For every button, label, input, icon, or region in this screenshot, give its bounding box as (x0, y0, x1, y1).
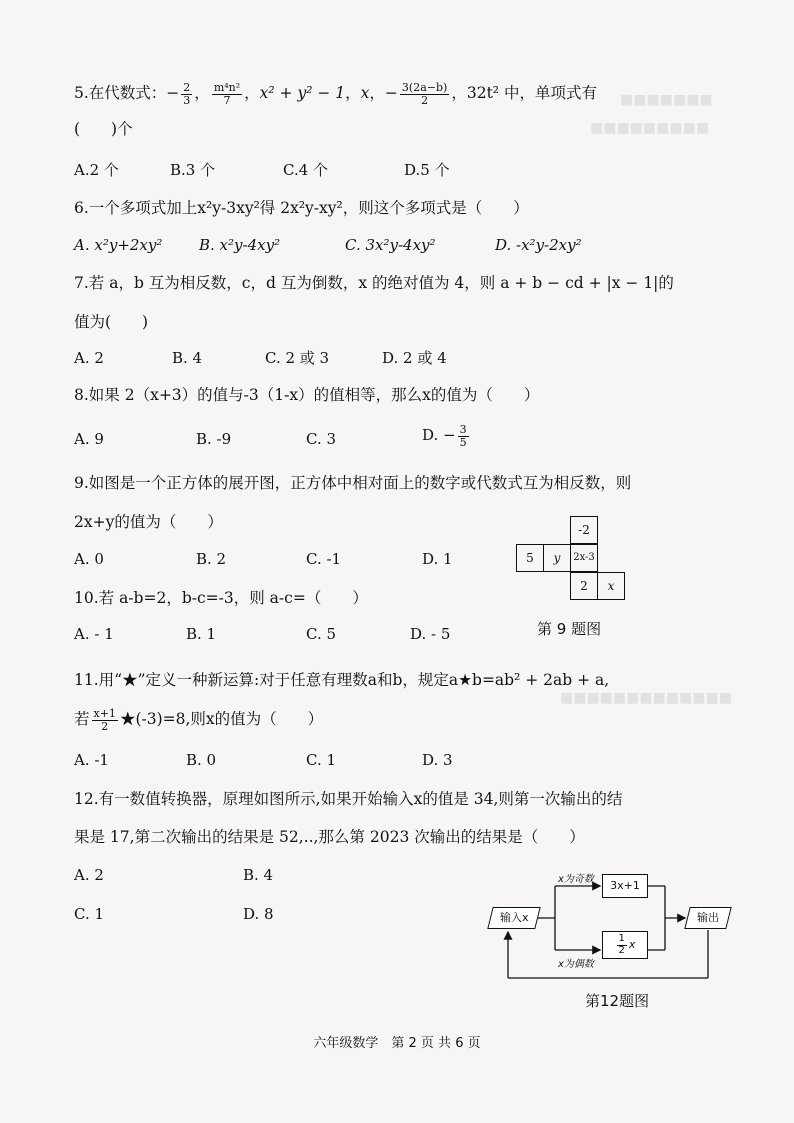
q12-option-b[interactable]: B. 4 (243, 866, 274, 884)
net-cell-y: y (543, 544, 571, 572)
q7-option-b[interactable]: B. 4 (172, 349, 203, 367)
q6-option-b[interactable]: B. x²y-4xy² (199, 236, 281, 254)
q9-option-b[interactable]: B. 2 (196, 550, 227, 568)
net-cell-left: 5 (516, 544, 544, 572)
q8-option-d[interactable]: D. − $\frac{3}{5}$ (422, 423, 467, 449)
question-8-stem: 8.如果 2（x+3）的值与-3（1-x）的值相等，那么x的值为（ ） (74, 386, 540, 404)
q7-option-a[interactable]: A. 2 (74, 349, 104, 367)
q12-option-d[interactable]: D. 8 (243, 905, 274, 923)
q10-option-c[interactable]: C. 5 (306, 625, 337, 643)
flow-even-label: x为偶数 (558, 959, 594, 970)
q6-option-d[interactable]: D. -x²y-2xy² (495, 236, 582, 254)
flow-odd-label: x为奇数 (558, 874, 594, 885)
question-7-stem: 7.若 a，b 互为相反数，c，d 互为倒数，x 的绝对值为 4，则 a + b − cd + |x − 1|的 (74, 274, 674, 292)
q11-option-b[interactable]: B. 0 (186, 751, 217, 769)
q9-option-c[interactable]: C. -1 (306, 550, 342, 568)
q11-option-a[interactable]: A. -1 (74, 751, 109, 769)
flow-input-box: 输入x (487, 907, 540, 929)
q11-option-d[interactable]: D. 3 (422, 751, 453, 769)
q12-option-a[interactable]: A. 2 (74, 866, 104, 884)
question-12-stem-line2: 果是 17,第二次输出的结果是 52,..,那么第 2023 次输出的结果是（ ） (74, 828, 585, 846)
q10-option-a[interactable]: A. - 1 (74, 625, 114, 643)
q10-option-d[interactable]: D. - 5 (410, 625, 451, 643)
bleed-through-text: ■■■■■■■■■ (590, 120, 710, 136)
question-6-stem: 6.一个多项式加上x²y-3xy²得 2x²y-xy²，则这个多项式是（ ） (74, 199, 529, 217)
net-cell-bottom: 2 (570, 572, 598, 600)
question-10-stem: 10.若 a-b=2，b-c=-3，则 a-c=（ ） (74, 589, 368, 607)
net-cell-center: 2x-3 (570, 544, 598, 572)
question-9-stem-line2: 2x+y的值为（ ） (74, 513, 223, 531)
q8-option-b[interactable]: B. -9 (196, 430, 232, 448)
question-11-stem: 11.用“★”定义一种新运算:对于任意有理数a和b，规定a★b=ab² + 2ab + a, (74, 671, 610, 689)
q9-option-a[interactable]: A. 0 (74, 550, 104, 568)
flow-even-operation: $\frac{1}{2}$ x (602, 931, 648, 959)
bleed-through-text: ■■■■■■■ (620, 92, 713, 108)
q8-option-c[interactable]: C. 3 (306, 430, 337, 448)
question-12-stem: 12.有一数值转换器，原理如图所示,如果开始输入x的值是 34,则第一次输出的结 (74, 790, 623, 808)
q5-option-c[interactable]: C.4 个 (283, 161, 329, 179)
flow-output-box: 输出 (684, 907, 731, 929)
q12-option-c[interactable]: C. 1 (74, 905, 105, 923)
question-9-stem: 9.如图是一个正方体的展开图，正方体中相对面上的数字或代数式互为相反数，则 (74, 474, 632, 492)
page-footer: 六年级数学 第 2 页 共 6 页 (313, 1036, 481, 1051)
q9-option-d[interactable]: D. 1 (422, 550, 453, 568)
net-cell-top: -2 (570, 516, 598, 544)
q6-option-a[interactable]: A. x²y+2xy² (74, 236, 163, 254)
figure-9-caption: 第 9 题图 (537, 620, 602, 638)
q11-option-c[interactable]: C. 1 (306, 751, 337, 769)
figure-12-caption: 第12题图 (585, 992, 650, 1010)
q10-option-b[interactable]: B. 1 (186, 625, 217, 643)
question-11-stem-line2: 若 $\frac{x+1}{2}$ ★(-3)=8,则x的值为（ ） (74, 707, 324, 733)
q7-option-c[interactable]: C. 2 或 3 (265, 349, 330, 367)
question-5-stem-line2: ( )个 (74, 120, 133, 138)
q8-option-a[interactable]: A. 9 (74, 430, 104, 448)
question-5-stem: 5.在代数式：− $\frac{2}{3}$ ， $\frac{\text{m⁴n²}}{7}$ ，x² + y² − 1，x，− $\frac{3(2a-b)}{2}$ ，32t² 中，单项式有 (74, 81, 597, 107)
q7-option-d[interactable]: D. 2 或 4 (382, 349, 447, 367)
question-7-stem-line2: 值为( ) (74, 313, 149, 331)
q6-option-c[interactable]: C. 3x²y-4xy² (345, 236, 436, 254)
q5-option-d[interactable]: D.5 个 (404, 161, 450, 179)
flow-odd-operation: 3x+1 (602, 874, 648, 898)
bleed-through-text: ■■■■■■■■■■■■■ (560, 690, 732, 706)
net-cell-x: x (597, 572, 625, 600)
q5-option-a[interactable]: A.2 个 (74, 161, 119, 179)
q5-option-b[interactable]: B.3 个 (170, 161, 216, 179)
